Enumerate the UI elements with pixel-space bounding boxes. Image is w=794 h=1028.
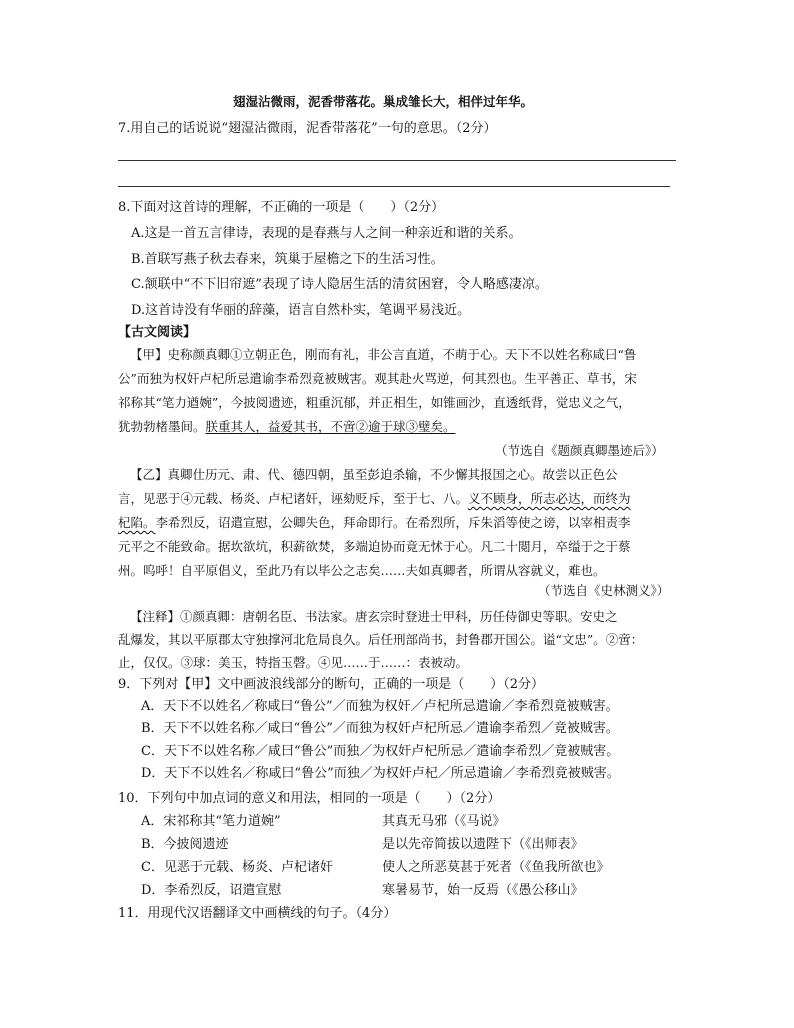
- answer-line[interactable]: [118, 186, 670, 187]
- section-title: 【古文阅读】: [118, 325, 197, 340]
- passage-jia-line-last: [118, 421, 456, 434]
- question-8-stem: 8.下面对这首诗的理解，不正确的一项是（ ）（2分）: [118, 200, 445, 215]
- q8-option-b: B.首联写燕子秋去春来，筑巢于屋檐之下的生活习性。: [131, 252, 444, 267]
- passage-jia-line: 【甲】史称颜真卿①立朝正色，刚而有礼，非公言直道，不萌于心。天下不以姓名称咸曰“鲁: [130, 347, 637, 362]
- passage-yi-source: （节选自《史林测义》）: [538, 583, 670, 598]
- question-9-stem: 9．下列对【甲】文中画波浪线部分的断句，正确的一项是（ ）（2分）: [118, 677, 545, 692]
- q10-right-c: 使人之所恶莫甚于死者（《鱼我所欲也》: [382, 860, 610, 875]
- passage-jia-text: 犹勃勃楮墨间。: [118, 419, 206, 434]
- passage-jia-line: 公”而独为权奸卢杞所忌遣谕李希烈竟被贼害。观其赴火骂逆，何其烈也。生平善正、草书，宋: [118, 371, 637, 386]
- question-11-stem: 11．用现代汉语翻译文中画横线的句子。（4分）: [118, 906, 397, 921]
- underlined-sentence: 朕重其人，益爱其书，不啻②逾于球③璧矣。: [205, 419, 456, 434]
- passage-yi-line: 州。呜呼！自平原倡义，至此乃有以毕公之志矣……夫如真卿者，所谓从容就义，难也。: [118, 563, 606, 578]
- question-7: 7.用自己的话说说“翅湿沾微雨，泥香带落花”一句的意思。（2分）: [118, 121, 497, 136]
- wavy-underlined-sentence: 义不顾身，所志必达，而终为: [468, 491, 631, 506]
- passage-yi-text: 言，见恶于④元载、杨炎、卢杞诸奸，诬劾贬斥，至于七、八。: [118, 491, 469, 506]
- q10-left-c: C．见恶于元载、杨炎、卢杞诸奸: [141, 860, 333, 875]
- q8-option-c: C.颔联中“不下旧帘遮”表现了诗人隐居生活的清贫困窘，令人略感凄凉。: [131, 277, 548, 292]
- passage-yi-line: 元平之不能致命。据坎欲坑，积薪欲焚，多端迫协而竟无怵于心。凡二十閲月，卒缢于之于蔡: [118, 539, 631, 554]
- q9-option-d: D．天下不以姓名／称咸曰“鲁公”而独／为权奸卢杞／所忌遣谕／李希烈竟被贼害。: [141, 766, 620, 781]
- passage-jia-source: （节选自《题颜真卿墨迹后》）: [495, 443, 664, 458]
- q10-right-d: 寒暑易节，始一反焉（《愚公移山》: [382, 883, 584, 898]
- question-10-stem: 10．下列句中加点词的意义和用法，相同的一项是（ ）（2分）: [118, 791, 501, 806]
- answer-line[interactable]: [118, 160, 676, 161]
- passage-yi-text: 李希烈反，诏遣宣慰，公卿失色，拜命即行。在希烈所，斥朱滔等使之谤，以宰相责李: [155, 515, 631, 530]
- q10-left-d: D．李希烈反，诏遣宣慰: [141, 883, 282, 898]
- q9-option-c: C．天下不以姓名称／咸曰“鲁公”而独／为权奸卢杞所忌／遣谕李希烈／竟被贼害。: [141, 744, 620, 759]
- q9-option-a: A．天下不以姓名／称咸曰“鲁公”／而独为权奸／卢杞所忌遣谕／李希烈竟被贼害。: [141, 699, 619, 714]
- notes-line: 止，仅仅。③球：美玉，特指玉磬。④见……于……：表被动。: [118, 655, 469, 670]
- notes-line: 乱爆发，其以平原郡太守独撑河北危局良久。后任刑部尚书，封鲁郡开国公。谥“文忠”。②啻：: [118, 632, 644, 647]
- q10-right-b: 是以先帝简拔以遗陛下（《出师表》: [382, 837, 584, 852]
- q10-right-a: 其真无马邪（《马说》: [382, 814, 506, 829]
- passage-yi-line: [118, 493, 631, 506]
- q10-left-a: A．宋祁称其“笔力道婉”: [141, 814, 281, 829]
- q10-left-b: B．今披阅遗迹: [141, 837, 229, 852]
- notes-line: 【注释】①颜真卿：唐朝名臣、书法家。唐玄宗时登进士甲科，历任侍御史等职。安史之: [130, 609, 618, 624]
- q9-option-b: B．天下不以姓名称／咸曰“鲁公”／而独为权奸卢杞所忌／遣谕李希烈／竟被贼害。: [141, 721, 619, 736]
- poem-line: 翅湿沾微雨，泥香带落花。巢成雏长大，相伴过年华。: [233, 94, 534, 109]
- q8-option-d: D.这首诗没有华丽的辞藻，语言自然朴实，笔调平易浅近。: [131, 303, 471, 318]
- q8-option-a: A.这是一首五言律诗，表现的是春燕与人之间一种亲近和谐的关系。: [131, 226, 522, 241]
- wavy-underlined-sentence: 杞陷。: [118, 515, 156, 530]
- passage-yi-line: [118, 517, 631, 530]
- passage-yi-line: 【乙】真卿仕历元、肃、代、德四朝，虽至彭迫杀输，不少懈其报国之心。故尝以正色公: [130, 467, 618, 482]
- passage-jia-line: 祁称其“笔力遒婉”，今披阅遗迹，粗重沉郁，并正相生，如锥画沙，直透纸背，觉忠义之气，: [118, 395, 631, 410]
